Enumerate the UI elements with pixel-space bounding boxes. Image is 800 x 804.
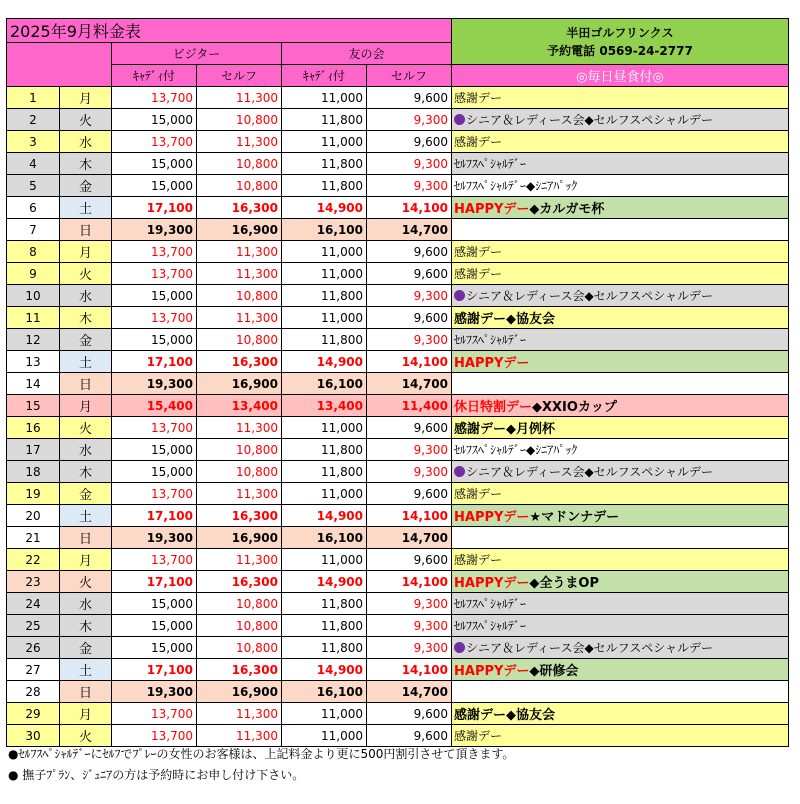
price-cell: 14,100 [367,351,452,373]
price-cell: 11,000 [282,87,367,109]
price-cell: 16,100 [282,219,367,241]
price-cell: 15,400 [112,395,197,417]
note-text: 感謝デー◆協友会 [454,708,555,723]
note-highlight: HAPPYデー [454,664,530,679]
note-cell [452,703,789,725]
price-cell: 10,800 [197,109,282,131]
price-cell: 16,900 [197,373,282,395]
note-text: ◆カルガモ杯 [529,202,605,217]
note-highlight: 休日特割デー [454,400,533,415]
weekday-cell: 水 [60,285,112,307]
day-cell: 2 [7,109,60,131]
price-cell: 19,300 [112,373,197,395]
table-row [7,615,789,637]
table-row [7,725,789,747]
note-text: ◆XXIOカップ [532,400,617,415]
price-cell: 11,000 [282,483,367,505]
price-cell: 11,300 [197,549,282,571]
day-cell: 6 [7,197,60,219]
price-cell: 15,000 [112,439,197,461]
col-visitor-self: セルフ [197,65,282,87]
weekday-cell: 日 [60,219,112,241]
price-cell: 9,300 [367,461,452,483]
price-cell: 11,000 [282,549,367,571]
price-cell: 17,100 [112,351,197,373]
weekday-cell: 木 [60,461,112,483]
price-cell: 15,000 [112,153,197,175]
note-cell [452,329,789,351]
day-cell: 12 [7,329,60,351]
price-cell: 9,600 [367,725,452,747]
note-cell [452,417,789,439]
day-cell: 5 [7,175,60,197]
weekday-cell: 金 [60,329,112,351]
note-cell [452,87,789,109]
day-cell: 10 [7,285,60,307]
price-cell: 11,800 [282,637,367,659]
price-cell: 16,300 [197,505,282,527]
day-cell: 17 [7,439,60,461]
price-cell: 13,700 [112,549,197,571]
day-cell: 3 [7,131,60,153]
price-cell: 13,400 [197,395,282,417]
table-row [7,219,789,241]
group-visitor: ビジター [112,43,282,65]
club-name: 半田ゴルフリンクス [566,25,674,40]
note-cell [452,351,789,373]
weekday-cell: 火 [60,571,112,593]
price-cell: 13,700 [112,417,197,439]
weekday-cell: 日 [60,373,112,395]
day-cell: 14 [7,373,60,395]
table-row [7,329,789,351]
note-cell [452,505,789,527]
day-cell: 11 [7,307,60,329]
note-text: ★マドンナデー [529,510,620,525]
note-cell [452,175,789,197]
price-cell: 9,300 [367,109,452,131]
price-cell: 13,700 [112,703,197,725]
weekday-cell: 金 [60,483,112,505]
price-cell: 9,300 [367,153,452,175]
price-cell: 9,600 [367,131,452,153]
price-cell: 14,700 [367,527,452,549]
note-cell [452,395,789,417]
note-cell [452,219,789,241]
weekday-cell: 木 [60,615,112,637]
price-cell: 11,300 [197,483,282,505]
weekday-cell: 水 [60,593,112,615]
weekday-cell: 金 [60,175,112,197]
note-text: ｾﾙﾌｽﾍﾟｼｬﾙﾃﾞｰ◆ｼﾆｱﾊﾟｯｸ [454,179,578,193]
note-text: シニア＆レディース会◆セルフスペシャルデー [466,113,713,127]
price-cell: 9,600 [367,87,452,109]
weekday-cell: 月 [60,241,112,263]
table-row [7,109,789,131]
weekday-cell: 土 [60,505,112,527]
note-text: シニア＆レディース会◆セルフスペシャルデー [466,641,713,655]
table-row [7,241,789,263]
day-cell: 25 [7,615,60,637]
price-cell: 15,000 [112,593,197,615]
day-cell: 24 [7,593,60,615]
page-title: 2025年9月料金表 [7,19,452,43]
day-cell: 9 [7,263,60,285]
note-cell [452,659,789,681]
price-cell: 9,600 [367,263,452,285]
weekday-cell: 木 [60,307,112,329]
day-cell: 4 [7,153,60,175]
price-cell: 14,900 [282,197,367,219]
note-text: 感謝デー [454,729,503,743]
table-row [7,263,789,285]
note-cell [452,725,789,747]
price-cell: 16,300 [197,571,282,593]
price-cell: 9,600 [367,307,452,329]
note-cell [452,153,789,175]
price-cell: 9,600 [367,483,452,505]
club-info [452,19,789,65]
note-cell [452,285,789,307]
price-cell: 11,300 [197,417,282,439]
price-cell: 17,100 [112,659,197,681]
price-cell: 11,800 [282,153,367,175]
price-cell: 14,100 [367,505,452,527]
note-cell [452,483,789,505]
weekday-cell: 木 [60,153,112,175]
note-cell [452,549,789,571]
price-cell: 10,800 [197,593,282,615]
price-cell: 11,300 [197,263,282,285]
table-row [7,175,789,197]
price-cell: 11,300 [197,725,282,747]
price-cell: 11,300 [197,241,282,263]
price-cell: 14,900 [282,571,367,593]
weekday-cell: 月 [60,703,112,725]
price-cell: 19,300 [112,219,197,241]
note-text: シニア＆レディース会◆セルフスペシャルデー [466,289,713,303]
footnote-2: ● 撫子ﾌﾟﾗﾝ、ｼﾞｭﾆｱの方は予約時にお申し付け下さい。 [8,768,305,782]
price-cell: 13,700 [112,307,197,329]
price-cell: 17,100 [112,197,197,219]
table-row [7,571,789,593]
purple-dot-icon [454,114,465,125]
price-cell: 15,000 [112,637,197,659]
price-cell: 11,800 [282,109,367,131]
note-cell [452,461,789,483]
note-text: ｾﾙﾌｽﾍﾟｼｬﾙﾃﾞｰ◆ｼﾆｱﾊﾟｯｸ [454,443,578,457]
table-row [7,395,789,417]
day-cell: 21 [7,527,60,549]
note-cell [452,241,789,263]
price-cell: 11,000 [282,725,367,747]
day-cell: 7 [7,219,60,241]
day-cell: 1 [7,87,60,109]
price-cell: 14,100 [367,659,452,681]
price-cell: 9,300 [367,615,452,637]
note-highlight: HAPPYデー [454,510,530,525]
price-cell: 11,000 [282,131,367,153]
price-cell: 11,800 [282,175,367,197]
table-row [7,373,789,395]
note-highlight: HAPPYデー [454,202,530,217]
price-cell: 9,600 [367,549,452,571]
price-cell: 19,300 [112,681,197,703]
weekday-cell: 土 [60,659,112,681]
note-text: ｾﾙﾌｽﾍﾟｼｬﾙﾃﾞｰ [454,619,527,633]
weekday-cell: 月 [60,549,112,571]
note-cell [452,593,789,615]
price-cell: 15,000 [112,109,197,131]
col-member-caddie: ｷｬﾃﾞｨ付 [282,65,367,87]
note-text: 感謝デー [454,135,503,149]
price-cell: 14,700 [367,373,452,395]
day-cell: 16 [7,417,60,439]
note-cell [452,571,789,593]
weekday-cell: 水 [60,439,112,461]
price-cell: 10,800 [197,175,282,197]
note-cell [452,637,789,659]
price-cell: 11,000 [282,307,367,329]
footnote-1: ●ｾﾙﾌｽﾍﾟｼｬﾙﾃﾞｰにｾﾙﾌでﾌﾟﾚｰの女性のお客様は、上記料金より更に500円割引させて頂きます。 [8,747,515,761]
price-cell: 15,000 [112,461,197,483]
day-cell: 30 [7,725,60,747]
price-cell: 11,800 [282,593,367,615]
price-cell: 13,700 [112,725,197,747]
table-row [7,351,789,373]
table-row [7,307,789,329]
price-cell: 11,300 [197,307,282,329]
table-row [7,87,789,109]
day-cell: 20 [7,505,60,527]
price-cell: 9,300 [367,439,452,461]
price-cell: 16,900 [197,527,282,549]
price-cell: 16,300 [197,197,282,219]
price-cell: 9,300 [367,175,452,197]
note-cell [452,615,789,637]
price-cell: 13,400 [282,395,367,417]
day-cell: 8 [7,241,60,263]
note-text: ◆研修会 [529,664,579,679]
table-row [7,131,789,153]
weekday-cell: 土 [60,351,112,373]
price-cell: 9,300 [367,285,452,307]
day-cell: 22 [7,549,60,571]
table-row [7,527,789,549]
club-phone: 予約電話 0569-24-2777 [547,43,693,58]
day-cell: 29 [7,703,60,725]
price-cell: 14,700 [367,681,452,703]
price-cell: 14,900 [282,505,367,527]
price-cell: 11,000 [282,241,367,263]
price-cell: 11,300 [197,131,282,153]
price-cell: 15,000 [112,329,197,351]
day-cell: 13 [7,351,60,373]
meal-banner: ◎毎日昼食付◎ [452,65,789,87]
weekday-cell: 火 [60,417,112,439]
price-cell: 15,000 [112,285,197,307]
price-cell: 11,800 [282,461,367,483]
day-cell: 18 [7,461,60,483]
price-cell: 11,000 [282,263,367,285]
price-cell: 17,100 [112,571,197,593]
note-cell [452,373,789,395]
note-highlight: HAPPYデー [454,356,530,371]
price-cell: 17,100 [112,505,197,527]
price-cell: 15,000 [112,615,197,637]
note-text: ◆全うまOP [529,576,599,591]
price-cell: 9,300 [367,329,452,351]
day-cell: 19 [7,483,60,505]
col-visitor-caddie: ｷｬﾃﾞｨ付 [112,65,197,87]
note-text: ｾﾙﾌｽﾍﾟｼｬﾙﾃﾞｰ [454,333,527,347]
price-cell: 9,300 [367,637,452,659]
price-cell: 9,600 [367,703,452,725]
price-cell: 13,700 [112,483,197,505]
price-cell: 11,000 [282,703,367,725]
table-row [7,505,789,527]
price-cell: 16,900 [197,219,282,241]
price-cell: 16,300 [197,659,282,681]
note-text: ｾﾙﾌｽﾍﾟｼｬﾙﾃﾞｰ [454,597,527,611]
header-blank [7,43,112,87]
table-row [7,681,789,703]
price-cell: 10,800 [197,329,282,351]
table-row [7,417,789,439]
note-text: ｾﾙﾌｽﾍﾟｼｬﾙﾃﾞｰ [454,157,527,171]
table-row [7,483,789,505]
price-cell: 15,000 [112,175,197,197]
weekday-cell: 月 [60,87,112,109]
price-cell: 11,800 [282,285,367,307]
purple-dot-icon [454,290,465,301]
note-cell [452,197,789,219]
table-row [7,461,789,483]
weekday-cell: 火 [60,109,112,131]
table-row [7,197,789,219]
weekday-cell: 火 [60,263,112,285]
price-cell: 10,800 [197,285,282,307]
note-text: シニア＆レディース会◆セルフスペシャルデー [466,465,713,479]
note-text: 感謝デー [454,245,503,259]
weekday-cell: 日 [60,527,112,549]
note-cell [452,131,789,153]
note-text: 感謝デー◆協友会 [454,312,555,327]
purple-dot-icon [454,642,465,653]
weekday-cell: 土 [60,197,112,219]
price-cell: 13,700 [112,241,197,263]
note-cell [452,439,789,461]
purple-dot-icon [454,466,465,477]
price-cell: 14,100 [367,197,452,219]
weekday-cell: 火 [60,725,112,747]
table-row [7,549,789,571]
price-cell: 14,700 [367,219,452,241]
price-cell: 10,800 [197,439,282,461]
price-cell: 16,300 [197,351,282,373]
day-cell: 15 [7,395,60,417]
day-cell: 27 [7,659,60,681]
price-cell: 9,300 [367,593,452,615]
price-cell: 13,700 [112,87,197,109]
weekday-cell: 月 [60,395,112,417]
weekday-cell: 水 [60,131,112,153]
day-cell: 26 [7,637,60,659]
price-cell: 14,900 [282,659,367,681]
note-highlight: HAPPYデー [454,576,530,591]
weekday-cell: 日 [60,681,112,703]
note-cell [452,681,789,703]
price-cell: 11,800 [282,439,367,461]
note-cell [452,263,789,285]
price-cell: 10,800 [197,461,282,483]
price-cell: 11,000 [282,417,367,439]
day-cell: 28 [7,681,60,703]
price-cell: 9,600 [367,417,452,439]
note-text: 感謝デー [454,487,503,501]
price-cell: 16,900 [197,681,282,703]
price-cell: 10,800 [197,637,282,659]
price-cell: 14,100 [367,571,452,593]
price-cell: 13,700 [112,131,197,153]
price-cell: 11,300 [197,87,282,109]
table-row [7,637,789,659]
note-cell [452,527,789,549]
price-cell: 9,600 [367,241,452,263]
price-cell: 19,300 [112,527,197,549]
price-cell: 11,300 [197,703,282,725]
note-cell [452,307,789,329]
table-row [7,703,789,725]
group-member: 友の会 [282,43,452,65]
table-row [7,153,789,175]
price-cell: 11,800 [282,329,367,351]
price-cell: 14,900 [282,351,367,373]
price-cell: 16,100 [282,681,367,703]
price-cell: 16,100 [282,373,367,395]
note-cell [452,109,789,131]
table-row [7,659,789,681]
price-cell: 13,700 [112,263,197,285]
weekday-cell: 金 [60,637,112,659]
day-cell: 23 [7,571,60,593]
note-text: 感謝デー [454,91,503,105]
note-text: 感謝デー◆月例杯 [454,422,555,437]
table-row [7,285,789,307]
price-cell: 11,800 [282,615,367,637]
table-row [7,593,789,615]
note-text: 感謝デー [454,267,503,281]
col-member-self: セルフ [367,65,452,87]
price-table [6,18,789,747]
price-cell: 16,100 [282,527,367,549]
price-cell: 10,800 [197,153,282,175]
table-row [7,439,789,461]
price-cell: 10,800 [197,615,282,637]
price-cell: 11,400 [367,395,452,417]
note-text: 感謝デー [454,553,503,567]
